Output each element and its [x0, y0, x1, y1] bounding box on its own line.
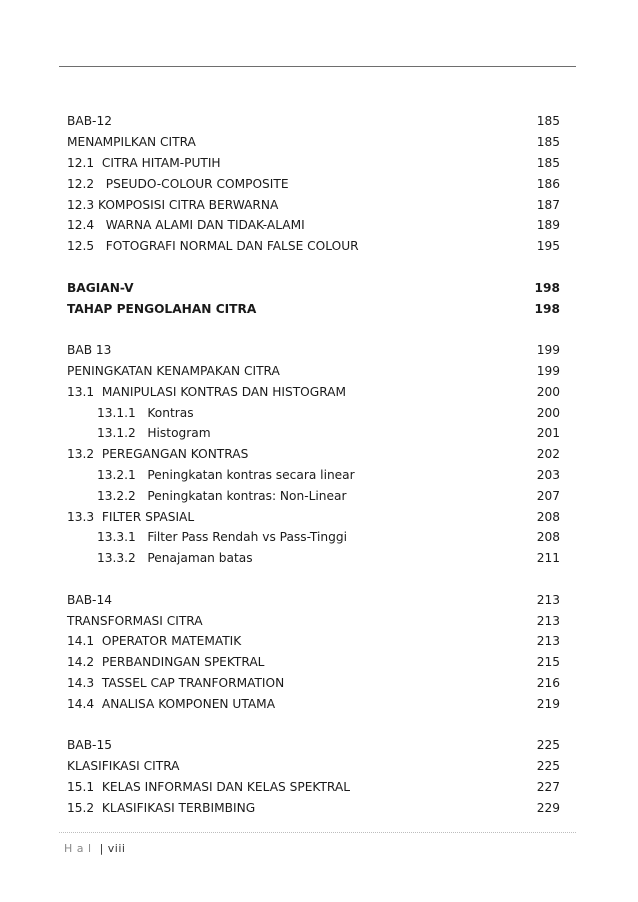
toc-entry[interactable]: [67, 423, 560, 444]
toc-entry-page: 200: [536, 405, 560, 420]
toc-entry[interactable]: [67, 693, 560, 714]
toc-entry[interactable]: [67, 381, 560, 402]
toc-entry-page: 186: [536, 176, 560, 191]
toc-entry-title: 12.2 PSEUDO-COLOUR COMPOSITE: [67, 176, 289, 191]
toc-entry-title: 14.1 OPERATOR MATEMATIK: [67, 634, 242, 649]
toc-entry-title: TAHAP PENGOLAHAN CITRA: [67, 301, 257, 316]
toc-entry[interactable]: [67, 444, 560, 465]
toc-entry-page: 185: [536, 135, 560, 150]
toc-entry-page: 216: [536, 675, 560, 690]
toc-entry[interactable]: [67, 236, 560, 257]
toc-entry[interactable]: [67, 485, 560, 506]
toc-entry[interactable]: [67, 610, 560, 631]
toc-entry-title: BAB 13: [67, 343, 112, 358]
toc-entry[interactable]: [67, 652, 560, 673]
toc-entry-title: 13.1.1 Kontras: [97, 405, 194, 420]
toc-spacer: [67, 569, 560, 590]
toc-entry-page: 202: [536, 447, 560, 462]
toc-entry-title: 13.2.1 Peningkatan kontras secara linear: [97, 467, 355, 482]
toc-entry-page: 185: [536, 155, 560, 170]
toc-entry-title: 13.3.1 Filter Pass Rendah vs Pass-Tinggi: [97, 530, 347, 545]
toc-entry-page: 185: [536, 114, 560, 129]
toc-entry-title: 15.2 KLASIFIKASI TERBIMBING: [67, 800, 256, 815]
toc-entry[interactable]: [67, 506, 560, 527]
toc-entry[interactable]: [67, 777, 560, 798]
toc-entry-page: 201: [536, 426, 560, 441]
toc-entry-title: 15.1 KELAS INFORMASI DAN KELAS SPEKTRAL: [67, 779, 351, 794]
toc-entry[interactable]: [67, 402, 560, 423]
toc-entry-title: 12.3 KOMPOSISI CITRA BERWARNA: [67, 197, 279, 212]
toc-entry[interactable]: [67, 756, 560, 777]
toc-entry-title: BAB-12: [67, 114, 112, 129]
toc-entry[interactable]: [67, 298, 560, 319]
toc-entry-page: 208: [536, 509, 560, 524]
footer-separator: |: [99, 842, 104, 855]
footer-rule: [59, 832, 576, 833]
toc-entry-page: 198: [534, 301, 560, 316]
toc-entry[interactable]: [67, 527, 560, 548]
toc-entry-page: 229: [536, 800, 560, 815]
toc-entry-title: 13.1.2 Histogram: [97, 426, 211, 441]
toc-entry[interactable]: [67, 673, 560, 694]
toc-entry-title: 13.3 FILTER SPASIAL: [67, 509, 195, 524]
toc-entry-title: 14.3 TASSEL CAP TRANFORMATION: [67, 675, 285, 690]
toc-entry-page: 200: [536, 384, 560, 399]
toc-entry[interactable]: [67, 548, 560, 569]
toc-entry-title: 13.2.2 Peningkatan kontras: Non-Linear: [97, 488, 347, 503]
toc-entry-title: 14.2 PERBANDINGAN SPEKTRAL: [67, 655, 265, 670]
toc-entry[interactable]: [67, 111, 560, 132]
toc-entry[interactable]: [67, 589, 560, 610]
toc-entry-title: BAB-14: [67, 592, 112, 607]
toc-entry-page: 187: [536, 197, 560, 212]
toc-entry[interactable]: [67, 277, 560, 298]
toc-entry-page: 225: [536, 738, 560, 753]
toc-entry-title: 14.4 ANALISA KOMPONEN UTAMA: [67, 696, 276, 711]
toc-entry[interactable]: [67, 361, 560, 382]
toc-entry[interactable]: [67, 173, 560, 194]
toc-entry[interactable]: [67, 194, 560, 215]
toc-spacer: [67, 319, 560, 340]
toc-entry[interactable]: [67, 735, 560, 756]
toc-entry[interactable]: [67, 340, 560, 361]
header-rule: [59, 66, 576, 67]
toc-entry-title: 13.2 PEREGANGAN KONTRAS: [67, 447, 249, 462]
toc-entry-title: 13.1 MANIPULASI KONTRAS DAN HISTOGRAM: [67, 384, 347, 399]
toc-entry-page: 189: [536, 218, 560, 233]
toc-entry-title: 12.4 WARNA ALAMI DAN TIDAK-ALAMI: [67, 218, 305, 233]
toc-entry[interactable]: [67, 215, 560, 236]
toc-entry-page: 225: [536, 759, 560, 774]
toc-entry[interactable]: [67, 631, 560, 652]
toc-entry-page: 211: [536, 551, 560, 566]
toc-entry-page: 213: [536, 613, 560, 628]
toc-entry-page: 207: [536, 488, 560, 503]
toc-entry-page: 195: [536, 239, 560, 254]
toc-entry-title: TRANSFORMASI CITRA: [67, 613, 203, 628]
toc-entry-page: 199: [536, 363, 560, 378]
toc-spacer: [67, 714, 560, 735]
toc-entry-page: 213: [536, 592, 560, 607]
footer-prefix: H a l: [64, 842, 92, 855]
page-footer: [64, 842, 125, 855]
toc-entry-page: 227: [536, 779, 560, 794]
toc-entry[interactable]: [67, 132, 560, 153]
toc-entry-page: 208: [536, 530, 560, 545]
toc-entry[interactable]: [67, 153, 560, 174]
toc-entry-page: 219: [536, 696, 560, 711]
toc-entry-page: 213: [536, 634, 560, 649]
toc-entry-title: PENINGKATAN KENAMPAKAN CITRA: [67, 363, 280, 378]
toc-entry-title: BAGIAN-V: [67, 280, 134, 295]
toc-spacer: [67, 257, 560, 278]
toc-entry-page: 198: [534, 280, 560, 295]
toc-entry-page: 199: [536, 343, 560, 358]
toc-entry[interactable]: [67, 465, 560, 486]
table-of-contents: [67, 111, 560, 818]
toc-entry-title: 12.5 FOTOGRAFI NORMAL DAN FALSE COLOUR: [67, 239, 359, 254]
toc-entry-title: KLASIFIKASI CITRA: [67, 759, 180, 774]
toc-entry-title: 13.3.2 Penajaman batas: [97, 551, 253, 566]
toc-entry-title: 12.1 CITRA HITAM-PUTIH: [67, 155, 221, 170]
toc-entry-title: MENAMPILKAN CITRA: [67, 135, 196, 150]
toc-entry-page: 203: [536, 467, 560, 482]
footer-page-number: viii: [107, 842, 126, 855]
toc-entry-page: 215: [536, 655, 560, 670]
toc-entry[interactable]: [67, 797, 560, 818]
toc-entry-title: BAB-15: [67, 738, 112, 753]
